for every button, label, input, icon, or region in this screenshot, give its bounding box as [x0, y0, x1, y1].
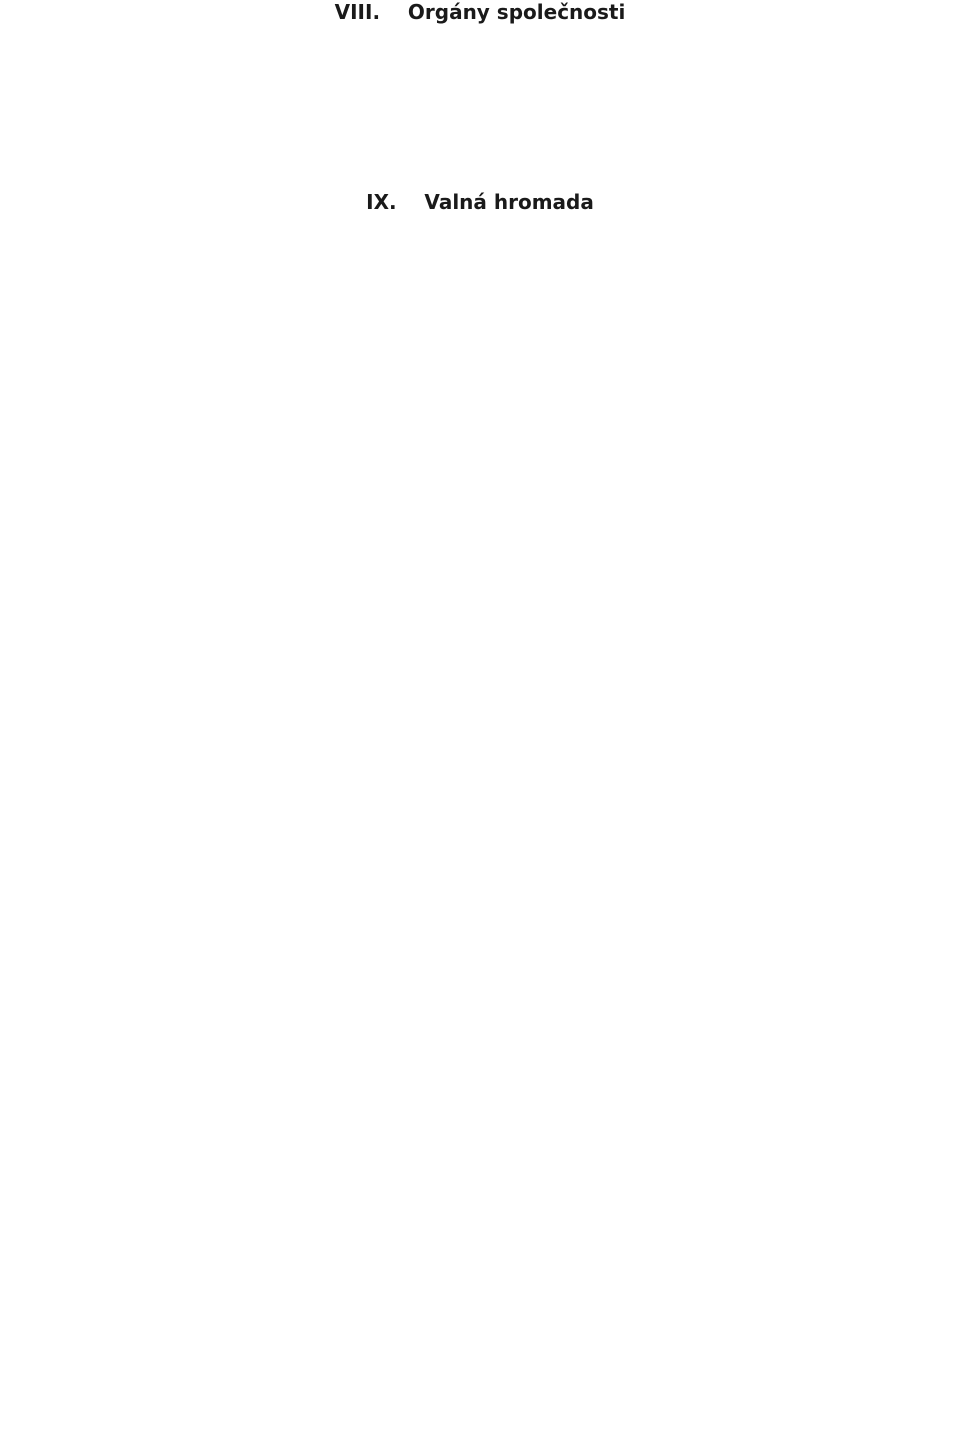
section-heading-organy [0, 0, 960, 24]
section-heading-text: VIII. Orgány společnosti [334, 0, 626, 24]
section-heading-valna-hromada [0, 190, 960, 214]
section-heading-text: IX. Valná hromada [366, 190, 594, 214]
